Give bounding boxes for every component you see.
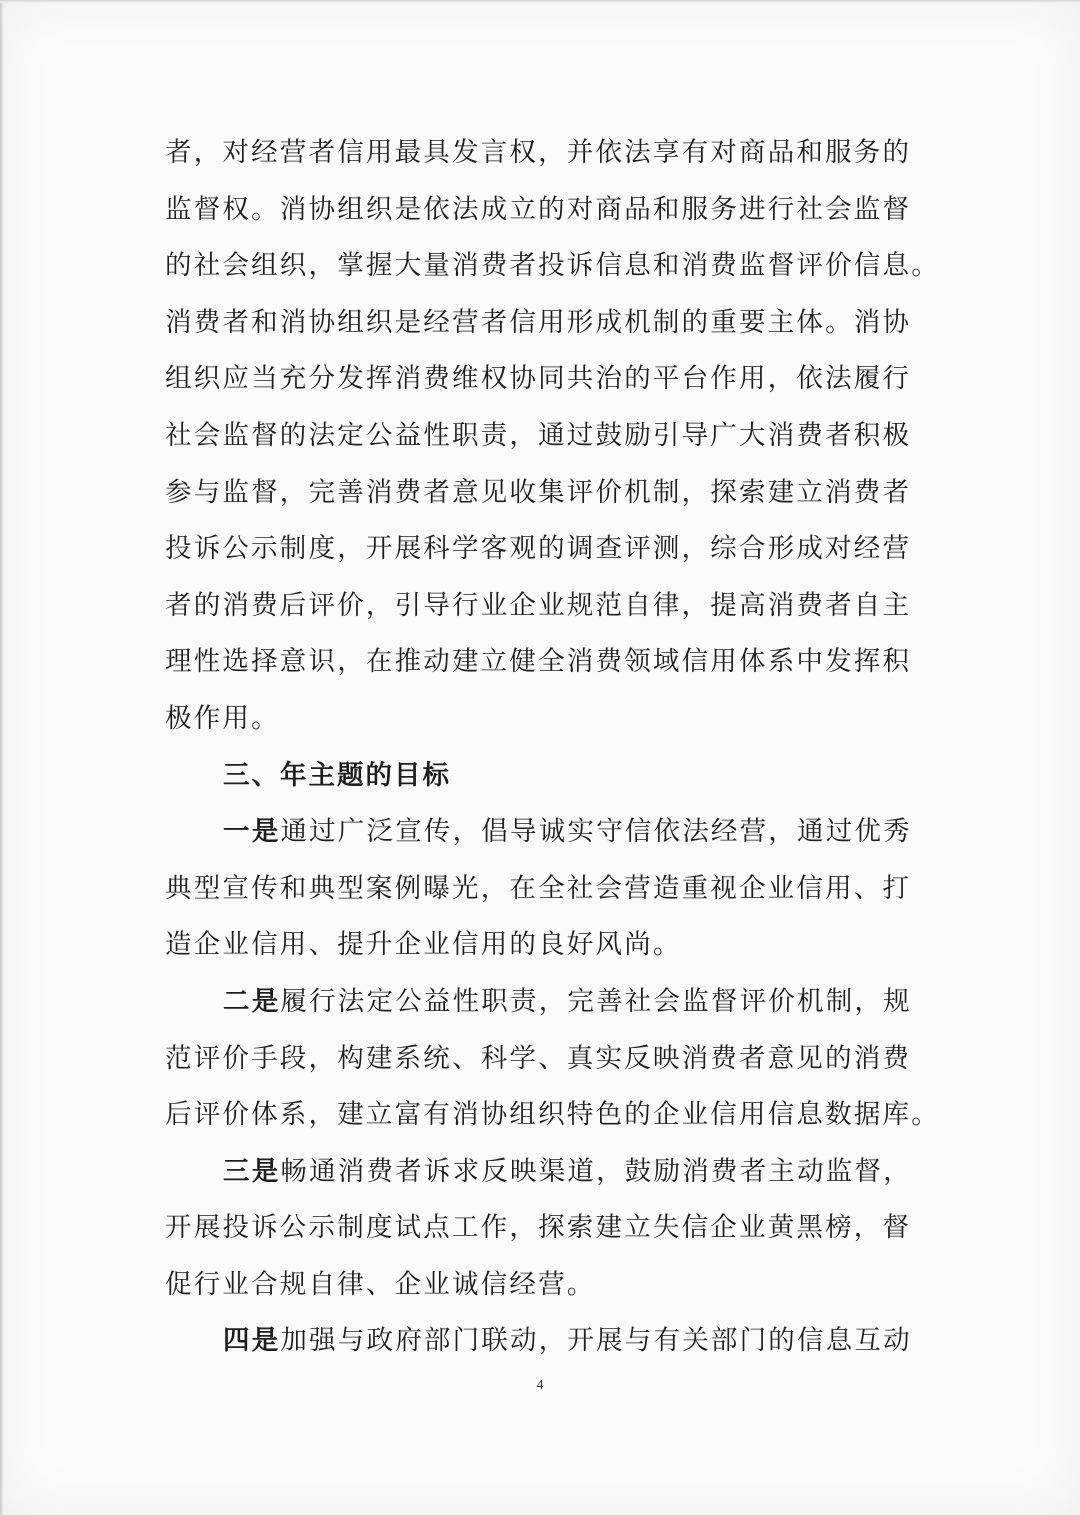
text-line: 者，对经营者信用最具发言权，并依法享有对商品和服务的 xyxy=(165,137,912,168)
item-first-line xyxy=(165,804,925,861)
page-edge-left xyxy=(0,0,4,1515)
text-line: 的社会组织，掌握大量消费者投诉信息和消费监督评价信息。 xyxy=(165,250,940,282)
item-text: 畅通消费者诉求反映渠道，鼓励消费者主动监督， xyxy=(280,1155,912,1187)
section-heading: 三、年主题的目标 xyxy=(223,759,451,791)
text-line: 者的消费后评价，引导行业企业规范自律，提高消费者自主 xyxy=(165,589,912,621)
document-body xyxy=(165,125,940,1370)
item-first-line xyxy=(165,1144,925,1201)
item-lead: 四是 xyxy=(223,1325,281,1357)
text-line: 后评价体系，建立富有消协组织特色的企业信用信息数据库。 xyxy=(165,1099,940,1131)
text-line: 理性选择意识，在推动建立健全消费领域信用体系中发挥积 xyxy=(165,646,912,678)
text-line: 监督权。消协组织是依法成立的对商品和服务进行社会监督 xyxy=(165,193,912,225)
item-first-line xyxy=(165,974,925,1031)
text-line: 社会监督的法定公益性职责，通过鼓励引导广大消费者积极 xyxy=(165,419,912,451)
text-line: 范评价手段，构建系统、科学、真实反映消费者意见的消费 xyxy=(165,1042,912,1074)
item-text: 履行法定公益性职责，完善社会监督评价机制，规 xyxy=(280,985,912,1017)
text-line: 造企业信用、提升企业信用的良好风尚。 xyxy=(165,929,682,961)
item-text: 加强与政府部门联动，开展与有关部门的信息互动 xyxy=(280,1325,912,1357)
text-line: 开展投诉公示制度试点工作，探索建立失信企业黄黑榜，督 xyxy=(165,1212,912,1244)
text-line: 消费者和消协组织是经营者信用形成机制的重要主体。消协 xyxy=(165,306,912,338)
item-first-line xyxy=(165,1313,925,1370)
page-edge-top xyxy=(0,0,1080,3)
page-number: 4 xyxy=(536,1378,544,1393)
item-text: 通过广泛宣传，倡导诚实守信依法经营，通过优秀 xyxy=(280,816,912,848)
text-line: 参与监督，完善消费者意见收集评价机制，探索建立消费者 xyxy=(165,476,912,508)
text-line: 组织应当充分发挥消费维权协同共治的平台作用，依法履行 xyxy=(165,363,912,395)
text-line: 极作用。 xyxy=(165,702,280,734)
text-line: 促行业合规自律、企业诚信经营。 xyxy=(165,1268,596,1300)
item-lead: 二是 xyxy=(223,985,281,1017)
text-line: 典型宣传和典型案例曝光，在全社会营造重视企业信用、打 xyxy=(165,872,912,904)
text-line: 投诉公示制度，开展科学客观的调查评测，综合形成对经营 xyxy=(165,533,912,565)
item-lead: 一是 xyxy=(223,816,281,848)
item-lead: 三是 xyxy=(223,1155,281,1187)
